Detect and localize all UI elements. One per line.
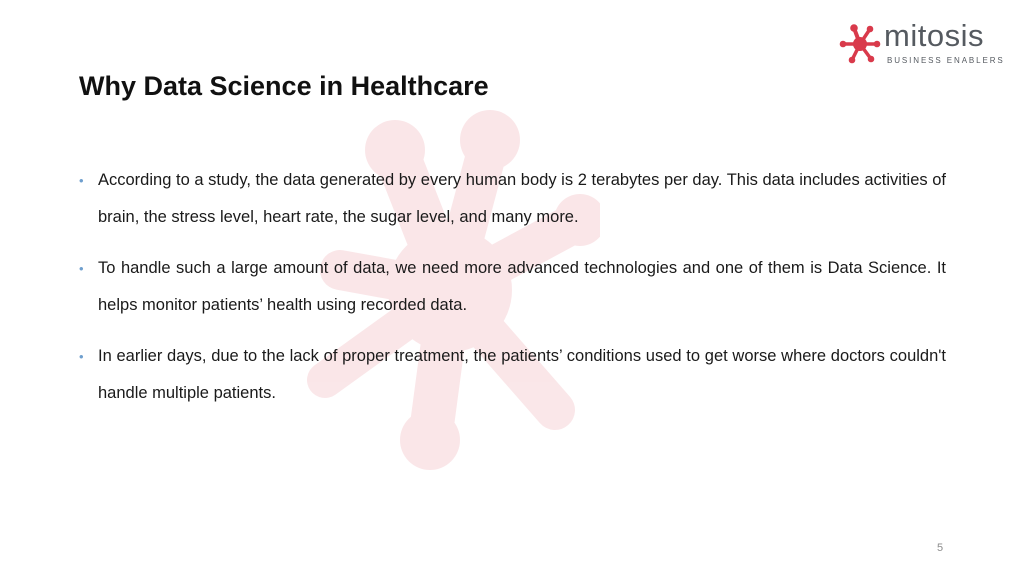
bullet-marker: • [79, 261, 84, 276]
bullet-text: To handle such a large amount of data, we need more advanced technologies and one of them is Data Science. It helps monitor patients’ health using recorded data. [98, 259, 946, 314]
bullet-text: In earlier days, due to the lack of proper treatment, the patients’ conditions used to get worse where doctors couldn't handle multiple patients. [98, 347, 946, 402]
company-logo [838, 20, 1008, 68]
bullet-item [78, 338, 946, 412]
bullet-text: According to a study, the data generated by every human body is 2 terabytes per day. This data includes activities of brain, the stress level, heart rate, the sugar level, and many more. [98, 171, 946, 226]
bullet-marker: • [79, 173, 84, 188]
logo-wordmark: mitosis [884, 18, 984, 53]
slide-title: Why Data Science in Healthcare [79, 71, 489, 101]
bullet-item [78, 162, 946, 236]
bullet-item [78, 250, 946, 324]
bullet-list [78, 162, 946, 426]
logo-tagline: BUSINESS ENABLERS [887, 56, 1005, 65]
bullet-marker: • [79, 349, 84, 364]
mitosis-cell-icon [838, 22, 882, 66]
page-number: 5 [937, 542, 944, 554]
